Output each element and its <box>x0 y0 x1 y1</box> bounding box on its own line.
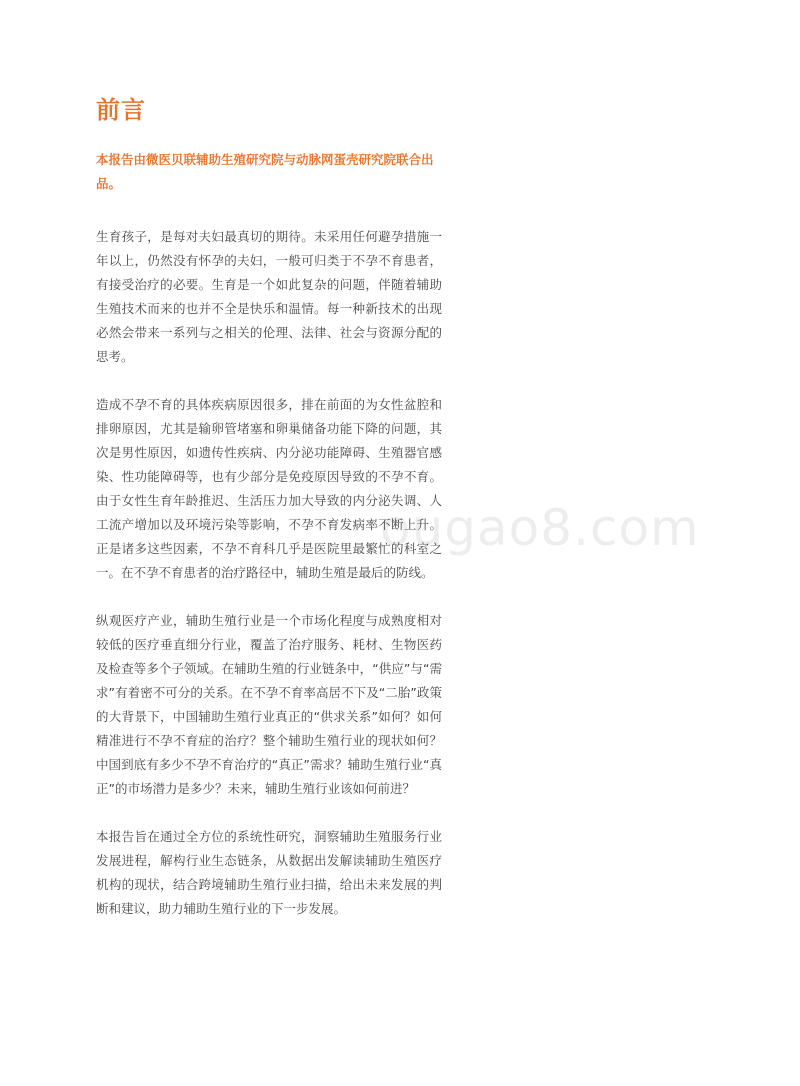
lead-paragraph: 本报告由微医贝联辅助生殖研究院与动脉网蛋壳研究院联合出品。 <box>96 152 434 191</box>
body-paragraph-2: 造成不孕不育的具体疾病原因很多，排在前面的为女性盆腔和排卵原因，尤其是输卵管堵塞和卵巢储备功能下降的问题，其次是男性原因，如遗传性疾病、内分泌功能障碍、生殖器官感染、性功能障碍等，也有少部分是免疫原因导致的不孕不育。由于女性生育年龄推迟、生活压力加大导致的内分泌失调、人工流产增加以及环境污染等影响，不孕不育发病率不断上升。正是诸多这些因素，不孕不育科几乎是医院里最繁忙的科室之一。在不孕不育患者的治疗路径中，辅助生殖是最后的防线。 <box>96 397 442 580</box>
body-paragraph-1: 生育孩子，是每对夫妇最真切的期待。未采用任何避孕措施一年以上，仍然没有怀孕的夫妇，一般可归类于不孕不育患者，有接受治疗的必要。生育是一个如此复杂的问题，伴随着辅助生殖技术而来的也并不全是快乐和温情。每一种新技术的出现必然会带来一系列与之相关的伦理、法律、社会与资源分配的思考。 <box>96 229 442 364</box>
body-paragraph-4: 本报告旨在通过全方位的系统性研究，洞察辅助生殖服务行业发展进程，解构行业生态链条，从数据出发解读辅助生殖医疗机构的现状，结合跨境辅助生殖行业扫描，给出未来发展的判断和建议，助力辅助生殖行业的下一步发展。 <box>96 829 442 916</box>
page-title: 前言 <box>96 96 146 124</box>
body-paragraph-3: 纵观医疗产业，辅助生殖行业是一个市场化程度与成熟度相对较低的医疗垂直细分行业，覆盖了治疗服务、耗材、生物医药及检查等多个子领域。在辅助生殖的行业链条中，“供应”与“需求”有着密不可分的关系。在不孕不育率高居不下及“二胎”政策的大背景下，中国辅助生殖行业真正的“供求关系”如何？如何精准进行不孕不育症的治疗？整个辅助生殖行业的现状如何？中国到底有多少不孕不育治疗的“真正”需求？辅助生殖行业“真正”的市场潜力是多少？未来，辅助生殖行业该如何前进？ <box>96 613 442 796</box>
document-page <box>96 92 442 921</box>
watermark: ougao8.com <box>380 499 700 557</box>
